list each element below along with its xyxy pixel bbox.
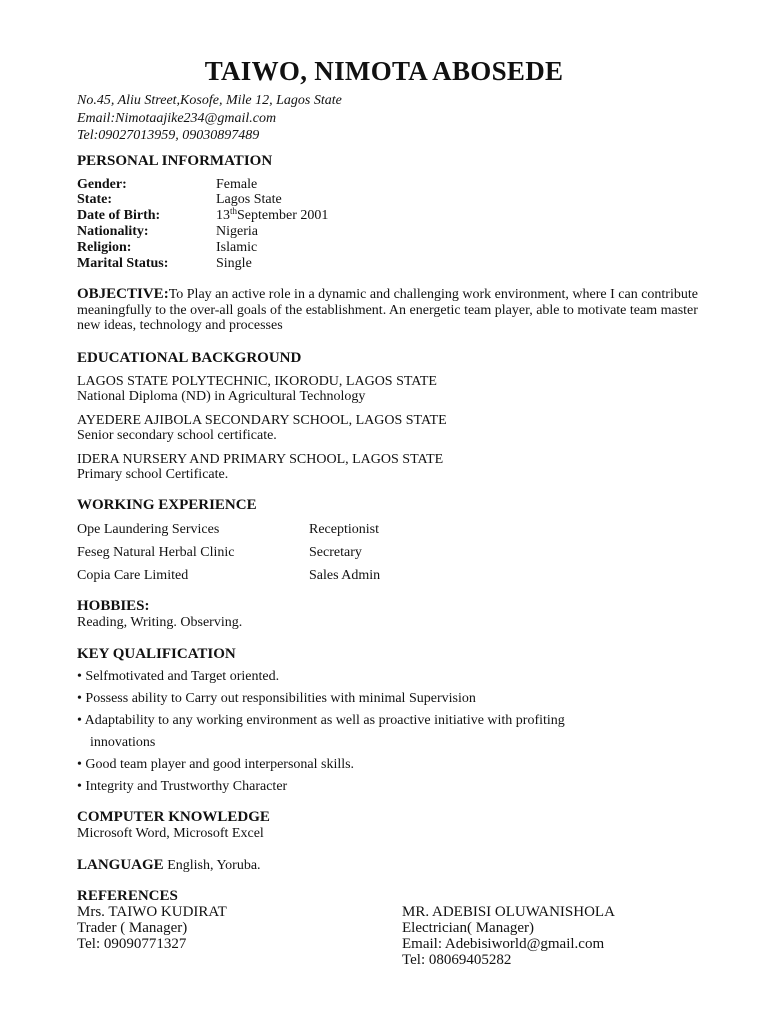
objective-text: To Play an active role in a dynamic and challenging work environment, where I can contribute meaningfully to the over-all goals of the establishment. An energetic team player, able to motivate team master new ideas, technology and processes (77, 287, 698, 333)
objective-heading: OBJECTIVE: (77, 286, 169, 302)
contact-email: Email:Nimotaajike234@gmail.com (77, 111, 277, 126)
education-award: National Diploma (ND) in Agricultural Technology (77, 389, 366, 404)
computer-heading: COMPUTER KNOWLEDGE (77, 809, 270, 825)
reference-2-email: Email: Adebisiworld@gmail.com (402, 936, 605, 952)
nationality-label: Nationality: (77, 224, 149, 239)
education-heading: EDUCATIONAL BACKGROUND (77, 350, 302, 366)
language-line (77, 857, 261, 874)
education-school: IDERA NURSERY AND PRIMARY SCHOOL, LAGOS STATE (77, 452, 444, 467)
qualification-heading: KEY QUALIFICATION (77, 646, 236, 662)
reference-1-name: Mrs. TAIWO KUDIRAT (77, 904, 227, 920)
qualification-item: • Possess ability to Carry out responsibilities with minimal Supervision (77, 691, 476, 706)
experience-company: Copia Care Limited (77, 568, 189, 583)
experience-role: Secretary (309, 545, 362, 560)
education-school: AYEDERE AJIBOLA SECONDARY SCHOOL, LAGOS STATE (77, 413, 447, 428)
language-heading: LANGUAGE (77, 857, 164, 873)
experience-company: Feseg Natural Herbal Clinic (77, 545, 235, 560)
candidate-name: TAIWO, NIMOTA ABOSEDE (204, 56, 564, 86)
dob-month-year: September 2001 (237, 208, 329, 223)
qualification-item: • Adaptability to any working environment as well as proactive initiative with profiting (77, 713, 565, 728)
education-award: Senior secondary school certificate. (77, 428, 277, 443)
education-school: LAGOS STATE POLYTECHNIC, IKORODU, LAGOS STATE (77, 374, 437, 389)
state-label: State: (77, 192, 112, 207)
personal-info-heading: PERSONAL INFORMATION (77, 153, 273, 169)
contact-address: No.45, Aliu Street,Kosofe, Mile 12, Lagos State (77, 93, 342, 108)
state-value: Lagos State (216, 192, 282, 207)
marital-status-label: Marital Status: (77, 256, 169, 271)
hobbies-text: Reading, Writing. Observing. (77, 615, 243, 630)
contact-phone: Tel:09027013959, 09030897489 (77, 128, 260, 143)
qualification-item: • Good team player and good interpersonal skills. (77, 757, 355, 772)
reference-2-title: Electrician( Manager) (402, 920, 535, 936)
dob-value (216, 208, 328, 224)
references-heading: REFERENCES (77, 888, 178, 904)
qualification-item: • Selfmotivated and Target oriented. (77, 669, 280, 684)
reference-2-phone: Tel: 08069405282 (402, 952, 512, 968)
religion-label: Religion: (77, 240, 132, 255)
experience-role: Receptionist (309, 522, 379, 537)
experience-role: Sales Admin (309, 568, 381, 583)
reference-1-phone: Tel: 09090771327 (77, 936, 187, 952)
marital-status-value: Single (216, 256, 252, 271)
gender-value: Female (216, 177, 258, 192)
education-award: Primary school Certificate. (77, 467, 229, 482)
hobbies-heading: HOBBIES: (77, 598, 150, 614)
experience-company: Ope Laundering Services (77, 522, 220, 537)
dob-day: 13 (216, 208, 230, 223)
gender-label: Gender: (77, 177, 127, 192)
experience-heading: WORKING EXPERIENCE (77, 497, 257, 513)
language-text: English, Yoruba. (163, 858, 261, 873)
reference-1-title: Trader ( Manager) (77, 920, 188, 936)
nationality-value: Nigeria (216, 224, 258, 239)
dob-label: Date of Birth: (77, 208, 161, 223)
reference-2-name: MR. ADEBISI OLUWANISHOLA (402, 904, 615, 920)
computer-text: Microsoft Word, Microsoft Excel (77, 826, 264, 841)
religion-value: Islamic (216, 240, 258, 255)
qualification-item-continuation: innovations (90, 735, 156, 750)
dob-suffix: th (230, 206, 238, 216)
qualification-item: • Integrity and Trustworthy Character (77, 779, 288, 794)
objective-block (77, 287, 717, 334)
